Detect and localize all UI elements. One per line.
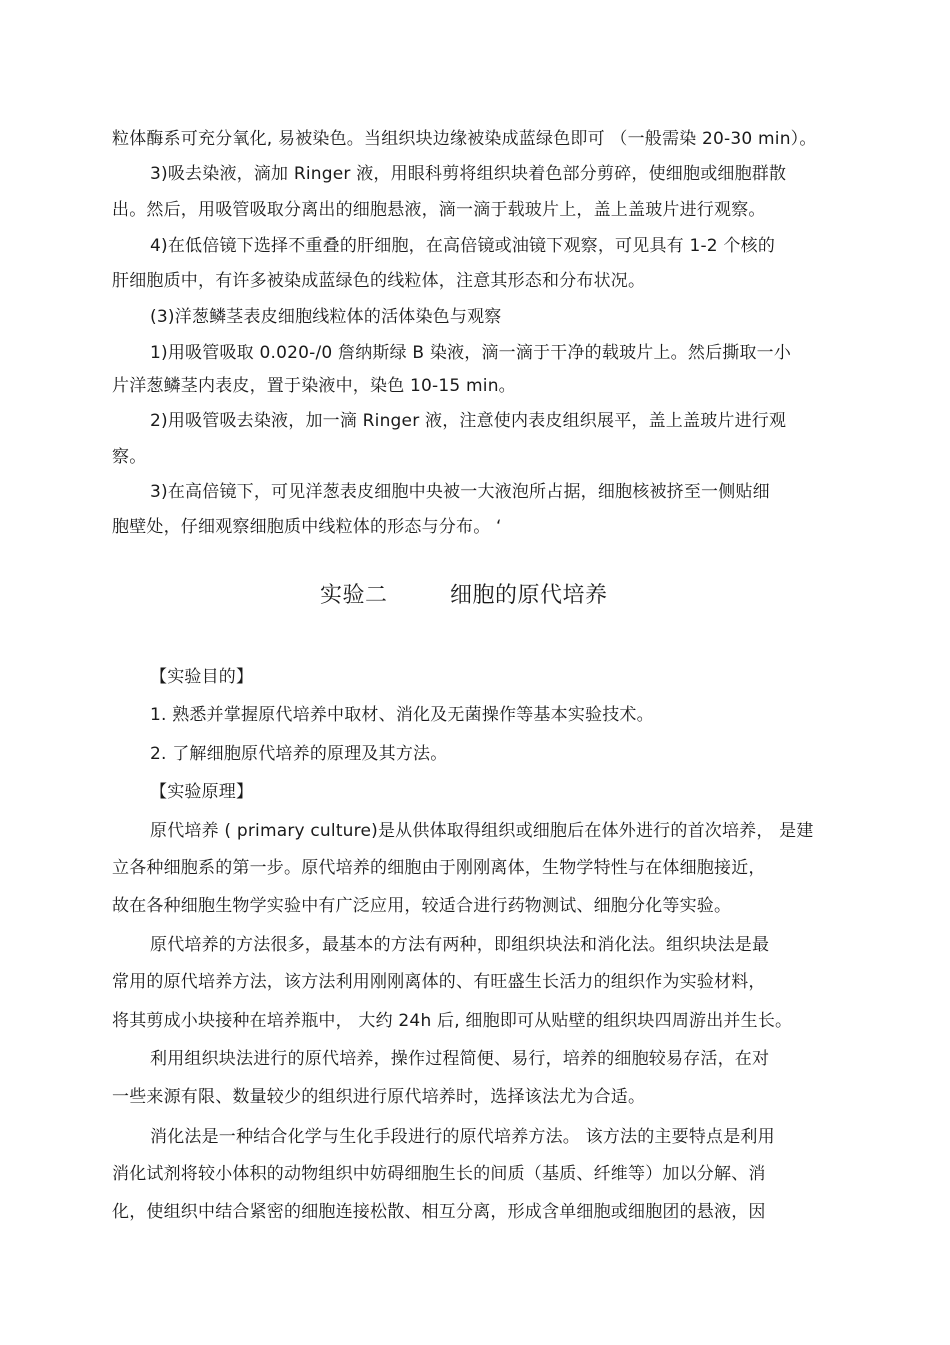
paragraph-line: 消化试剂将较小体积的动物组织中妨碍细胞生长的间质（基质、纤维等）加以分解、消 (112, 1164, 766, 1184)
paragraph-line: 将其剪成小块接种在培养瓶中， 大约 24h 后, 细胞即可从贴壁的组织块四周游出并生长。 (112, 1011, 793, 1031)
paragraph-line: 故在各种细胞生物学实验中有广泛应用，较适合进行药物测试、细胞分化等实验。 (112, 896, 732, 916)
paragraph-line: 消化法是一种结合化学与生化手段进行的原代培养方法。 该方法的主要特点是利用 (150, 1127, 775, 1147)
paragraph-line: 常用的原代培养方法，该方法利用刚刚离体的、有旺盛生长活力的组织作为实验材料， (112, 972, 766, 992)
paragraph-line: 2)用吸管吸去染液，加一滴 Ringer 液，注意使内表皮组织展平，盖上盖玻片进行观 (150, 411, 787, 431)
paragraph-line: 原代培养的方法很多，最基本的方法有两种，即组织块法和消化法。组织块法是最 (150, 935, 770, 955)
paragraph-line: 肝细胞质中，有许多被染成蓝绿色的线粒体，注意其形态和分布状况。 (112, 271, 646, 291)
section-title-number: 实验二 (320, 583, 388, 608)
paragraph-line: 3)吸去染液，滴加 Ringer 液，用眼科剪将组织块着色部分剪碎，使细胞或细胞群散 (150, 164, 787, 184)
principle-heading: 【实验原理】 (150, 782, 254, 802)
section-title-text: 细胞的原代培养 (450, 583, 608, 608)
purpose-item: 2. 了解细胞原代培养的原理及其方法。 (150, 744, 448, 764)
paragraph-line: 立各种细胞系的第一步。原代培养的细胞由于刚刚离体，生物学特性与在体细胞接近， (112, 858, 766, 878)
purpose-item: 1. 熟悉并掌握原代培养中取材、消化及无菌操作等基本实验技术。 (150, 705, 654, 725)
paragraph-line: 察。 (112, 447, 147, 467)
purpose-heading: 【实验目的】 (150, 667, 254, 687)
paragraph-line: 粒体酶系可充分氧化, 易被染色。当组织块边缘被染成蓝绿色即可 （一般需染 20-30 min）。 (112, 129, 817, 149)
subsection-heading: (3)洋葱鳞茎表皮细胞线粒体的活体染色与观察 (150, 307, 502, 327)
paragraph-line: 4)在低倍镜下选择不重叠的肝细胞，在高倍镜或油镜下观察，可见具有 1-2 个核的 (150, 236, 776, 256)
paragraph-line: 1)用吸管吸取 0.020-/0 詹纳斯绿 B 染液，滴一滴于干净的载玻片上。然后撕取一小 (150, 343, 792, 363)
paragraph-line: 原代培养 ( primary culture)是从供体取得组织或细胞后在体外进行的首次培养， 是建 (150, 821, 814, 841)
paragraph-line: 出。然后，用吸管吸取分离出的细胞悬液，滴一滴于载玻片上，盖上盖玻片进行观察。 (112, 200, 766, 220)
paragraph-line: 化，使组织中结合紧密的细胞连接松散、相互分离，形成含单细胞或细胞团的悬液，因 (112, 1202, 766, 1222)
paragraph-line: 片洋葱鳞茎内表皮，置于染液中，染色 10-15 min。 (112, 376, 516, 396)
paragraph-line: 胞壁处，仔细观察细胞质中线粒体的形态与分布。 ‘ (112, 517, 502, 537)
paragraph-line: 利用组织块法进行的原代培养，操作过程简便、易行，培养的细胞较易存活，在对 (150, 1049, 770, 1069)
paragraph-line: 一些来源有限、数量较少的组织进行原代培养时，选择该法尤为合适。 (112, 1087, 646, 1107)
paragraph-line: 3)在高倍镜下，可见洋葱表皮细胞中央被一大液泡所占据，细胞核被挤至一侧贴细 (150, 482, 770, 502)
